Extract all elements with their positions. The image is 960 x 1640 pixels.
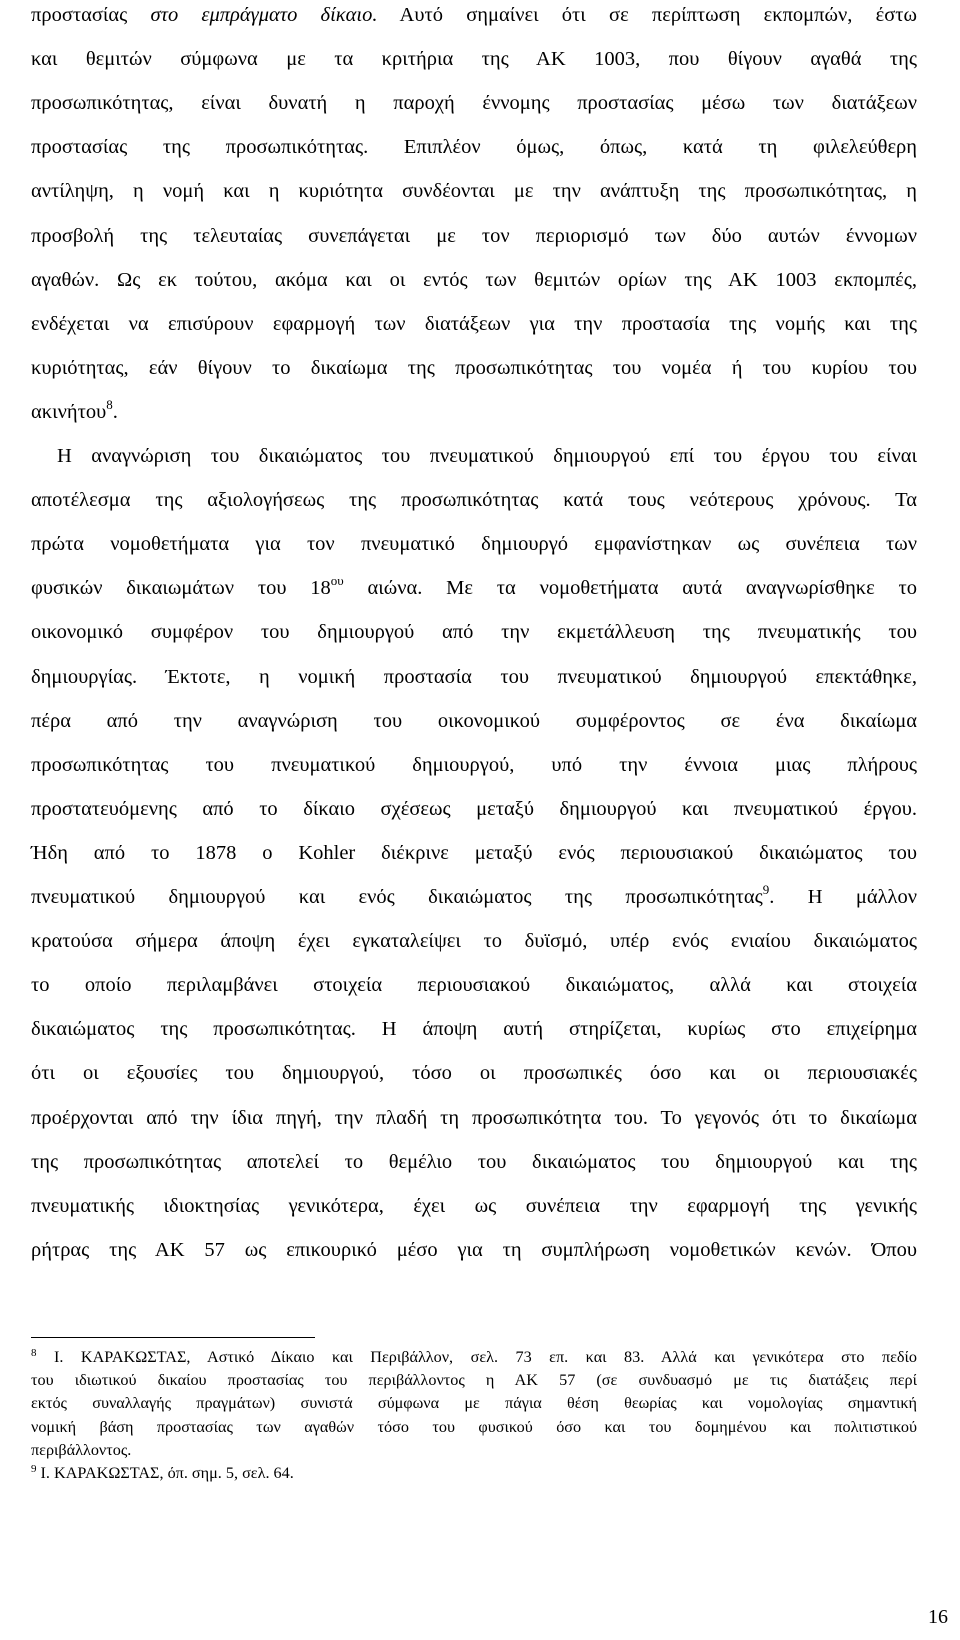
- text-line: [31, 0, 917, 30]
- text-run: νομική βάση προστασίας των αγαθών τόσο του φυσικού όσο και του δομημένου και πολιτιστικού: [31, 1417, 917, 1436]
- footnote-line: [31, 1392, 917, 1414]
- footnote-separator: [31, 1337, 315, 1338]
- text-run: προσωπικότητας, είναι δυνατή η παροχή έννομης προστασίας μέσω των διατάξεων: [31, 92, 917, 115]
- text-line: [31, 617, 917, 647]
- text-line: [31, 926, 917, 956]
- text-run: το οποίο περιλαμβάνει στοιχεία περιουσιακού δικαιώματος, αλλά και στοιχεία: [31, 974, 917, 997]
- superscript: 9: [762, 882, 770, 897]
- text-line: [57, 441, 917, 471]
- footnote-line: [31, 1369, 917, 1391]
- italic-text: στο εμπράγματο δίκαιο.: [150, 4, 378, 26]
- footnote-line: [31, 1462, 917, 1484]
- text-run: . Η μάλλον: [769, 886, 917, 908]
- footnote-line: [31, 1439, 917, 1461]
- footnote-line: [31, 1346, 917, 1368]
- text-line: [31, 1058, 917, 1088]
- text-line: [31, 1103, 917, 1133]
- text-run: κρατούσα σήμερα άποψη έχει εγκαταλείψει το δυϊσμό, υπέρ ενός ενιαίου δικαιώματος: [31, 930, 917, 953]
- text-run: πνευματικού δημιουργού και ενός δικαιώματος της προσωπικότητας: [31, 886, 763, 908]
- text-line: [31, 397, 917, 427]
- text-line: [31, 88, 917, 118]
- text-run: εκτός συναλλαγής πραγμάτων) συνιστά σύμφωνα με πάγια θέση θεωρίας και νομολογίας σημαντική: [31, 1394, 917, 1413]
- page-number: 16: [928, 1606, 948, 1628]
- text-run: πρώτα νομοθετήματα για τον πνευματικό δημιουργό εμφανίστηκαν ως συνέπεια των: [31, 533, 917, 556]
- text-run: ενδέχεται να επισύρουν εφαρμογή των διατάξεων για την προστασία της νομής και της: [31, 312, 917, 335]
- text-line: [31, 44, 917, 74]
- text-line: [31, 176, 917, 206]
- text-run: αγαθών. Ως εκ τούτου, ακόμα και οι εντός των θεμιτών ορίων της ΑΚ 1003 εκπομπές,: [31, 268, 917, 291]
- text-line: [31, 265, 917, 295]
- text-run: Ι. ΚΑΡΑΚΩΣΤΑΣ, όπ. σημ. 5, σελ. 64.: [36, 1464, 294, 1482]
- text-line: [31, 882, 917, 912]
- text-run: προστασίας: [31, 4, 151, 26]
- text-run: φυσικών δικαιωμάτων του 18: [31, 577, 331, 600]
- text-line: [31, 309, 917, 339]
- text-run: Αυτό σημαίνει ότι σε περίπτωση εκπομπών, έστω: [377, 4, 917, 26]
- text-line: [31, 353, 917, 383]
- text-line: [31, 794, 917, 824]
- text-run: και θεμιτών σύμφωνα με τα κριτήρια της ΑΚ 1003, που θίγουν αγαθά της: [31, 48, 917, 71]
- footnote-line: [31, 1416, 917, 1438]
- superscript: 8: [31, 1347, 37, 1359]
- superscript: ου: [330, 573, 344, 589]
- text-run: προστατευόμενης από το δίκαιο σχέσεως μεταξύ δημιουργού και πνευματικού έργου.: [31, 797, 917, 820]
- text-run: ρήτρας της ΑΚ 57 ως επικουρικό μέσο για τη συμπλήρωση νομοθετικών κενών. Όπου: [31, 1238, 917, 1261]
- text-run: αντίληψη, η νομή και η κυριότητα συνδέονται με την ανάπτυξη της προσωπικότητας, η: [31, 180, 917, 203]
- text-line: [31, 838, 917, 868]
- text-run: της προσωπικότητας αποτελεί το θεμέλιο του δικαιώματος του δημιουργού και της: [31, 1150, 917, 1173]
- text-run: προστασίας της προσωπικότητας. Επιπλέον όμως, όπως, κατά τη φιλελεύθερη: [31, 136, 917, 159]
- text-run: προσβολή της τελευταίας συνεπάγεται με τον περιορισμό των δύο αυτών έννομων: [31, 224, 917, 247]
- text-run: Η αναγνώριση του δικαιώματος του πνευματικού δημιουργού επί του έργου του είναι: [57, 445, 917, 467]
- text-run: προέρχονται από την ίδια πηγή, την πλαδή τη προσωπικότητα του. Το γεγονός ότι το δικαίωμα: [31, 1106, 917, 1129]
- text-run: αιώνα. Με τα νομοθετήματα αυτά αναγνωρίσθηκε το: [343, 577, 917, 600]
- text-line: [31, 970, 917, 1000]
- superscript: 8: [106, 396, 113, 412]
- text-run: προσωπικότητας του πνευματικού δημιουργού, υπό την έννοια μιας πλήρους: [31, 753, 917, 776]
- text-line: [31, 1235, 917, 1265]
- text-run: Ι. ΚΑΡΑΚΩΣΤΑΣ, Αστικό Δίκαιο και Περιβάλλον, σελ. 73 επ. και 83. Αλλά και γενικότερα στο πεδίο: [36, 1348, 917, 1366]
- text-line: [31, 132, 917, 162]
- superscript: 9: [31, 1463, 37, 1475]
- text-line: [31, 1147, 917, 1177]
- text-run: πέρα από την αναγνώριση του οικονομικού συμφέροντος σε ένα δικαίωμα: [31, 709, 917, 732]
- text-line: [31, 485, 917, 515]
- text-run: οικονομικό συμφέρον του δημιουργού από την εκμετάλλευση της πνευματικής του: [31, 621, 917, 644]
- text-line: [31, 221, 917, 251]
- text-line: [31, 573, 917, 603]
- text-run: αποτέλεσμα της αξιολογήσεως της προσωπικότητας κατά τους νεότερους χρόνους. Τα: [31, 489, 917, 512]
- text-run: δημιουργίας. Έκτοτε, η νομική προστασία του πνευματικού δημιουργού επεκτάθηκε,: [31, 665, 917, 688]
- text-run: του ιδιωτικού δικαίου προστασίας του περιβάλλοντος η ΑΚ 57 (σε συνδυασμό με τις διατάξεις περί: [31, 1371, 917, 1390]
- text-run: ότι οι εξουσίες του δημιουργού, τόσο οι προσωπικές όσο και οι περιουσιακές: [31, 1062, 917, 1085]
- text-line: [31, 1191, 917, 1221]
- text-run: ακινήτου: [31, 400, 107, 423]
- text-line: [31, 750, 917, 780]
- text-line: [31, 1014, 917, 1044]
- text-line: [31, 662, 917, 692]
- text-run: περιβάλλοντος.: [31, 1440, 132, 1459]
- text-run: Ήδη από το 1878 ο Kohler διέκρινε μεταξύ ενός περιουσιακού δικαιώματος του: [31, 841, 917, 864]
- text-run: .: [112, 400, 118, 423]
- text-run: δικαιώματος της προσωπικότητας. Η άποψη αυτή στηρίζεται, κυρίως στο επιχείρημα: [31, 1018, 917, 1041]
- text-run: πνευματικής ιδιοκτησίας γενικότερα, έχει ως συνέπεια την εφαρμογή της γενικής: [31, 1194, 917, 1217]
- text-run: κυριότητας, εάν θίγουν το δικαίωμα της προσωπικότητας του νομέα ή του κυρίου του: [31, 356, 917, 379]
- text-line: [31, 529, 917, 559]
- text-line: [31, 706, 917, 736]
